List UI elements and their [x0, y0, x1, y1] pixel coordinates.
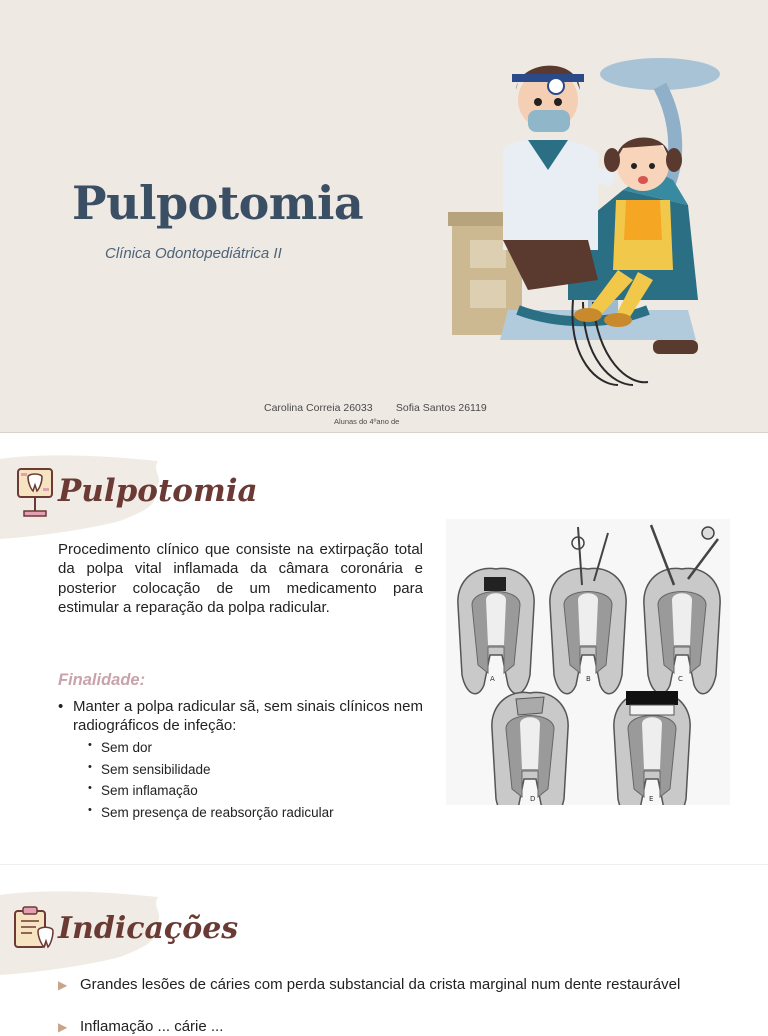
list-item: • Sem dor	[88, 739, 153, 755]
presentation-title: Pulpotomia	[72, 176, 364, 230]
figure-label-a: A	[490, 675, 495, 683]
bullet-dot: •	[58, 698, 64, 715]
section-heading: Indicações	[58, 911, 239, 946]
presentation-subtitle: Clínica Odontopediátrica II	[105, 245, 282, 262]
finalidade-sublist	[88, 740, 334, 826]
finalidade-bullet	[58, 697, 423, 735]
pulpotomy-steps-figure	[446, 519, 730, 805]
pulpotomia-slide	[0, 433, 768, 863]
figure-label-b: B	[586, 675, 591, 683]
figure-label-c: C	[678, 675, 683, 683]
tooth-clipboard-icon	[12, 905, 56, 951]
title-slide	[0, 0, 768, 433]
dentist-and-child-illustration	[448, 40, 728, 390]
course-line: Alunas do 4ºano de	[334, 417, 400, 426]
list-item	[58, 1018, 708, 1036]
authors-line: Carolina Correia 26033 Sofia Santos 26119	[264, 402, 487, 414]
definition-paragraph: Procedimento clínico que consiste na extirpação total da polpa vital inflamada da câmara coronária e posterior colocação de um medicamento para estimular a reparação da polpa radicular.	[58, 541, 423, 616]
list-item-text: Grandes lesões de cáries com perda substancial da crista marginal num dente restaurável	[80, 976, 681, 993]
section-heading: Pulpotomia	[58, 473, 258, 509]
triangle-bullet-icon: ▶	[58, 978, 68, 992]
list-item: • Sem inflamação	[88, 782, 198, 798]
figure-label-e: E	[649, 795, 654, 803]
list-item: • Sem presença de reabsorção radicular	[88, 803, 334, 820]
list-item-text: Inflamação ... cárie ...	[80, 1018, 224, 1035]
figure-label-d: D	[530, 795, 536, 803]
indicacoes-slide	[0, 864, 768, 1035]
list-item: • Sem sensibilidade	[88, 760, 211, 777]
finalidade-label: Finalidade:	[58, 671, 146, 689]
dental-xray-board-icon	[16, 467, 54, 519]
triangle-bullet-icon: ▶	[58, 1020, 68, 1034]
list-item	[58, 976, 708, 994]
finalidade-bullet-text: Manter a polpa radicular sã, sem sinais clínicos nem radiográficos de infeção:	[73, 698, 423, 734]
